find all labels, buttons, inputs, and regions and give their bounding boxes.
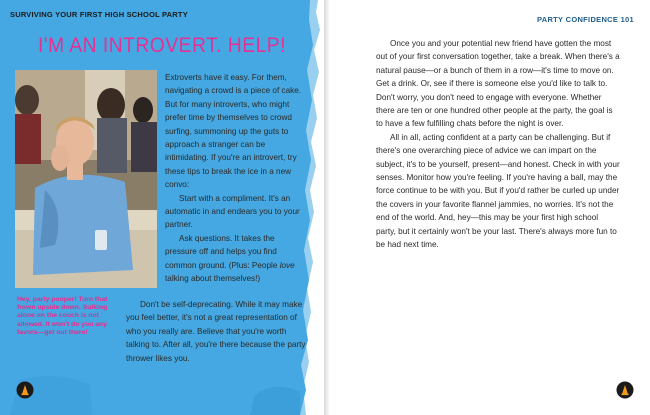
left-paragraph-1: Extroverts have it easy. For them, navigating a crowd is a piece of cake. But for many introverts, who might prefer time by themselves to crowd surfing, summoning up the guts to approach a stranger can be intimidating. If you're an introvert, try these tips to break the ice in a new convo: bbox=[165, 73, 302, 190]
right-paragraph-2: All in all, acting confident at a party can be challenging. But if there's one overarching piece of advice we can impart on the subject, it's to be yourself, present—and honest. Check in with your senses. Monitor how you're feeling. If you're having a ball, may the force continue to be with you. But if you'd rather be curled up under the covers in your favorite flannel jammies, no worries. It's not the end of the world. And, hey—this may be your first high school party, but it certainly won't be your last. There's always more fun to be had next time. bbox=[376, 132, 620, 250]
left-paragraph-3-end: talking about themselves!) bbox=[165, 274, 261, 284]
right-column-text bbox=[376, 37, 620, 252]
left-column-continued bbox=[126, 298, 308, 365]
left-paragraph-3 bbox=[165, 232, 305, 286]
left-paragraph-3-start: Ask questions. It takes the pressure off and helps you find common ground. (Plus: People bbox=[165, 233, 280, 270]
running-head-left: SURVIVING YOUR FIRST HIGH SCHOOL PARTY bbox=[10, 10, 188, 19]
left-paragraph-3-emphasis: love bbox=[279, 260, 295, 270]
photo-caption: Hey, party pooper! Turn that frown upside down. Sulking alone on the couch is not allowed. It won't do you any favors—get out there! bbox=[17, 296, 108, 336]
left-paragraph-4: Don't be self-deprecating. While it may make you feel better, it's not a great representation of who you really are. Believe that you're worth talking to. After all, you're there because the party thrower likes you. bbox=[126, 300, 306, 363]
photo-sulking-teen bbox=[15, 70, 157, 288]
right-paragraph-1: Once you and your potential new friend have gotten the most out of your first conversation together, take a break. When there's a natural pause—or a bunch of them in a row—it's time to move on. Get a drink. Or, see if there is someone else you'd like to talk to. Don't worry, you don't need to engage with everyone. Whether there are ten or one hundred other people at the party, the goal is to have a few fulfilling chats before the night is over. bbox=[376, 39, 620, 129]
page-title: I'M AN INTROVERT. HELP! bbox=[38, 34, 286, 57]
party-hat-icon-right bbox=[616, 381, 634, 399]
left-paragraph-2: Start with a compliment. It's an automatic in and endears you to your partner. bbox=[165, 193, 300, 230]
left-column-text bbox=[165, 71, 305, 286]
page-gutter bbox=[324, 0, 330, 415]
running-head-right: PARTY CONFIDENCE 101 bbox=[537, 15, 634, 24]
party-hat-icon-left bbox=[16, 381, 34, 399]
